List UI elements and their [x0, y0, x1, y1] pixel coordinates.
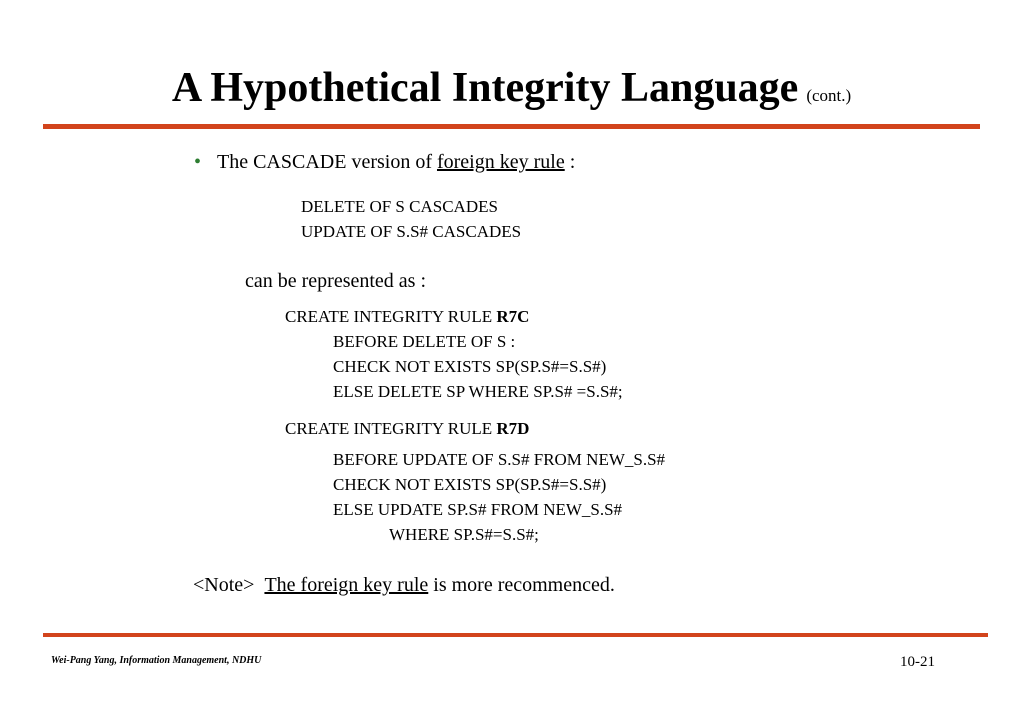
- note-link: The foreign key rule: [264, 574, 429, 596]
- rule2-line: ELSE UPDATE SP.S# FROM NEW_S.S#: [333, 500, 623, 519]
- rule2-line: CHECK NOT EXISTS SP(SP.S#=S.S#): [333, 475, 607, 494]
- rule2-header: [285, 419, 529, 439]
- rule1-prefix: CREATE INTEGRITY RULE: [285, 307, 497, 326]
- rule1-header: [285, 307, 529, 327]
- bullet-icon: •: [194, 151, 202, 173]
- rule1-line: ELSE DELETE SP WHERE SP.S# =S.S#;: [333, 382, 623, 401]
- bullet-link: foreign key rule: [436, 151, 565, 173]
- rule1-line: BEFORE DELETE OF S :: [333, 332, 516, 351]
- title-text: A Hypothetical Integrity Language: [171, 65, 799, 111]
- code-line: DELETE OF S CASCADES: [301, 197, 498, 216]
- top-divider: [43, 124, 980, 129]
- bullet-text-after: :: [564, 151, 576, 173]
- rule1-name: R7C: [496, 307, 530, 326]
- represented-text: can be represented as :: [245, 270, 427, 292]
- code-line: UPDATE OF S.S# CASCADES: [301, 222, 522, 241]
- rule1-line: CHECK NOT EXISTS SP(SP.S#=S.S#): [333, 357, 607, 376]
- note-text: is more recommenced.: [428, 574, 615, 596]
- slide-title: [0, 64, 1023, 112]
- bullet-text-before: The CASCADE version of: [217, 151, 437, 173]
- rule2-where: WHERE SP.S#=S.S#;: [389, 525, 539, 544]
- title-suffix: (cont.): [806, 86, 852, 105]
- note-label: <Note>: [193, 574, 255, 596]
- rule2-name: R7D: [496, 419, 530, 438]
- note: [193, 574, 615, 597]
- page-number: 10-21: [900, 654, 935, 670]
- bottom-divider: [43, 633, 988, 637]
- bullet-text: [217, 151, 575, 174]
- footer-author: Wei-Pang Yang, Information Management, NDHU: [51, 655, 262, 666]
- rule2-prefix: CREATE INTEGRITY RULE: [285, 419, 497, 438]
- rule2-line: BEFORE UPDATE OF S.S# FROM NEW_S.S#: [333, 450, 666, 469]
